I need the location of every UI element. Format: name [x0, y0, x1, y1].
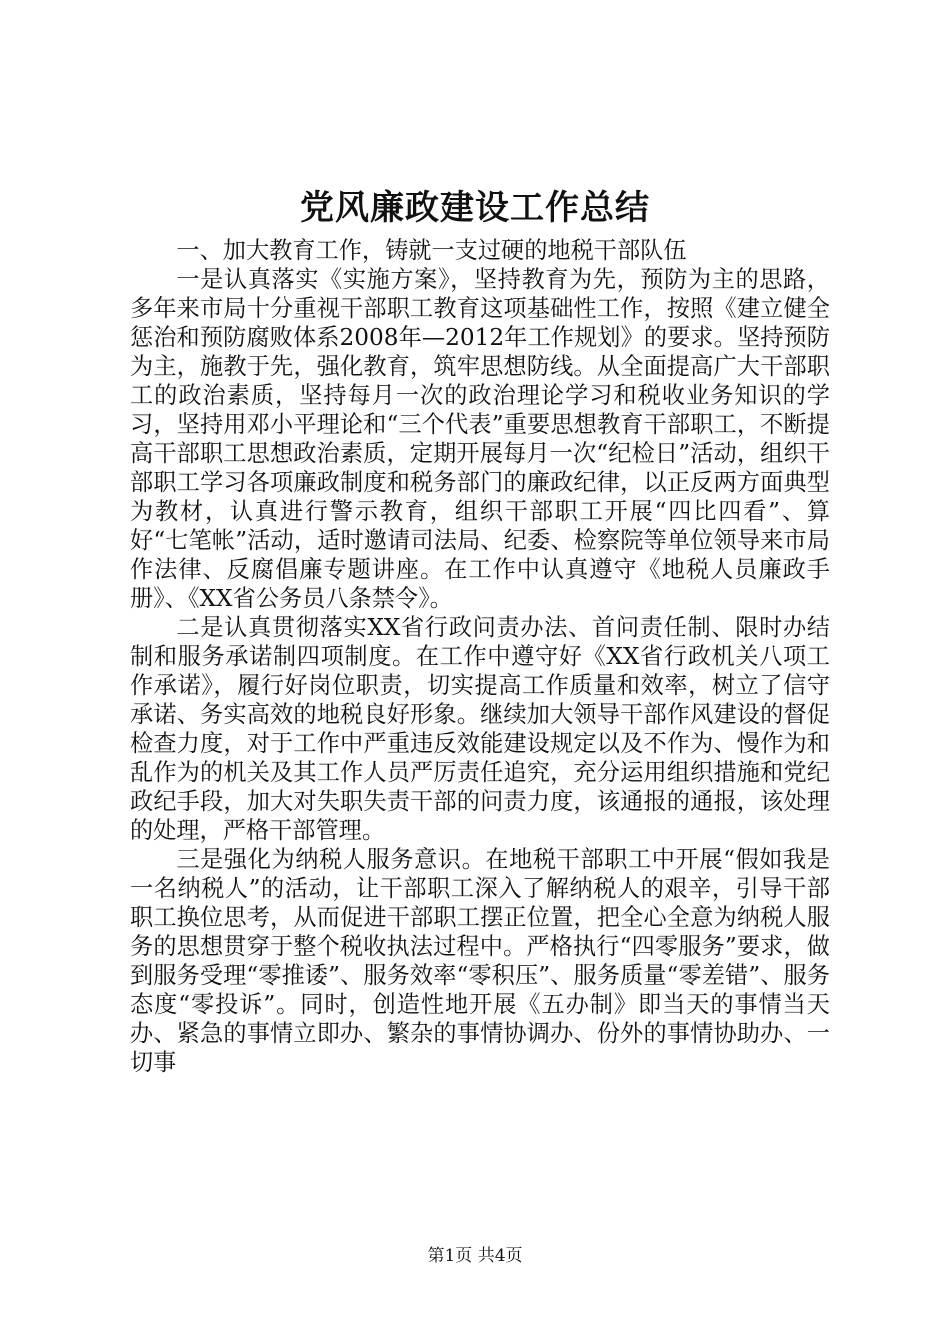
paragraph-1: 一是认真落实《实施方案》，坚持教育为先，预防为主的思路，多年来市局十分重视干部职工教育这项基础性工作，按照《建立健全惩治和预防腐败体系2008年—2012年工作规划》的要求。坚持预防为主，施教于先，强化教育，筑牢思想防线。从全面提高广大干部职工的政治素质，坚持每月一次的政治理论学习和税收业务知识的学习，坚持用邓小平理论和“三个代表”重要思想教育干部职工，不断提高干部职工思想政治素质，定期开展每月一次“纪检日”活动，组织干部职工学习各项廉政制度和税务部门的廉政纪律，以正反两方面典型为教材，认真进行警示教育，组织干部职工开展“四比四看”、算好“七笔帐”活动，适时邀请司法局、纪委、检察院等单位领导来市局作法律、反腐倡廉专题讲座。在工作中认真遵守《地税人员廉政手册》、《XX省公务员八条禁令》。 — [130, 266, 830, 612]
document-body — [130, 236, 830, 1077]
paragraph-2: 二是认真贯彻落实XX省行政问责办法、首问责任制、限时办结制和服务承诺制四项制度。在工作中遵守好《XX省行政机关八项工作承诺》，履行好岗位职责，切实提高工作质量和效率，树立了信守承诺、务实高效的地税良好形象。继续加大领导干部作风建设的督促检查力度，对于工作中严重违反效能建设规定以及不作为、慢作为和乱作为的机关及其工作人员严厉责任追究，充分运用组织措施和党纪政纪手段，加大对失职失责干部的问责力度，该通报的通报，该处理的处理，严格干部管理。 — [130, 614, 830, 844]
document-title: 党风廉政建设工作总结 — [300, 188, 650, 228]
paragraph-3: 三是强化为纳税人服务意识。在地税干部职工中开展“假如我是一名纳税人”的活动，让干部职工深入了解纳税人的艰辛，引导干部职工换位思考，从而促进干部职工摆正位置，把全心全意为纳税人服务的思想贯穿于整个税收执法过程中。严格执行“四零服务”要求，做到服务受理“零推诿”、服务效率“零积压”、服务质量“零差错”、服务态度“零投诉”。同时，创造性地开展《五办制》即当天的事情当天办、紧急的事情立即办、繁杂的事情协调办、份外的事情协助办、一切事 — [130, 846, 830, 1076]
page-number-footer: 第1页 共4页 — [427, 1246, 523, 1266]
section-heading: 一、加大教育工作，铸就一支过硬的地税干部队伍 — [176, 237, 687, 264]
